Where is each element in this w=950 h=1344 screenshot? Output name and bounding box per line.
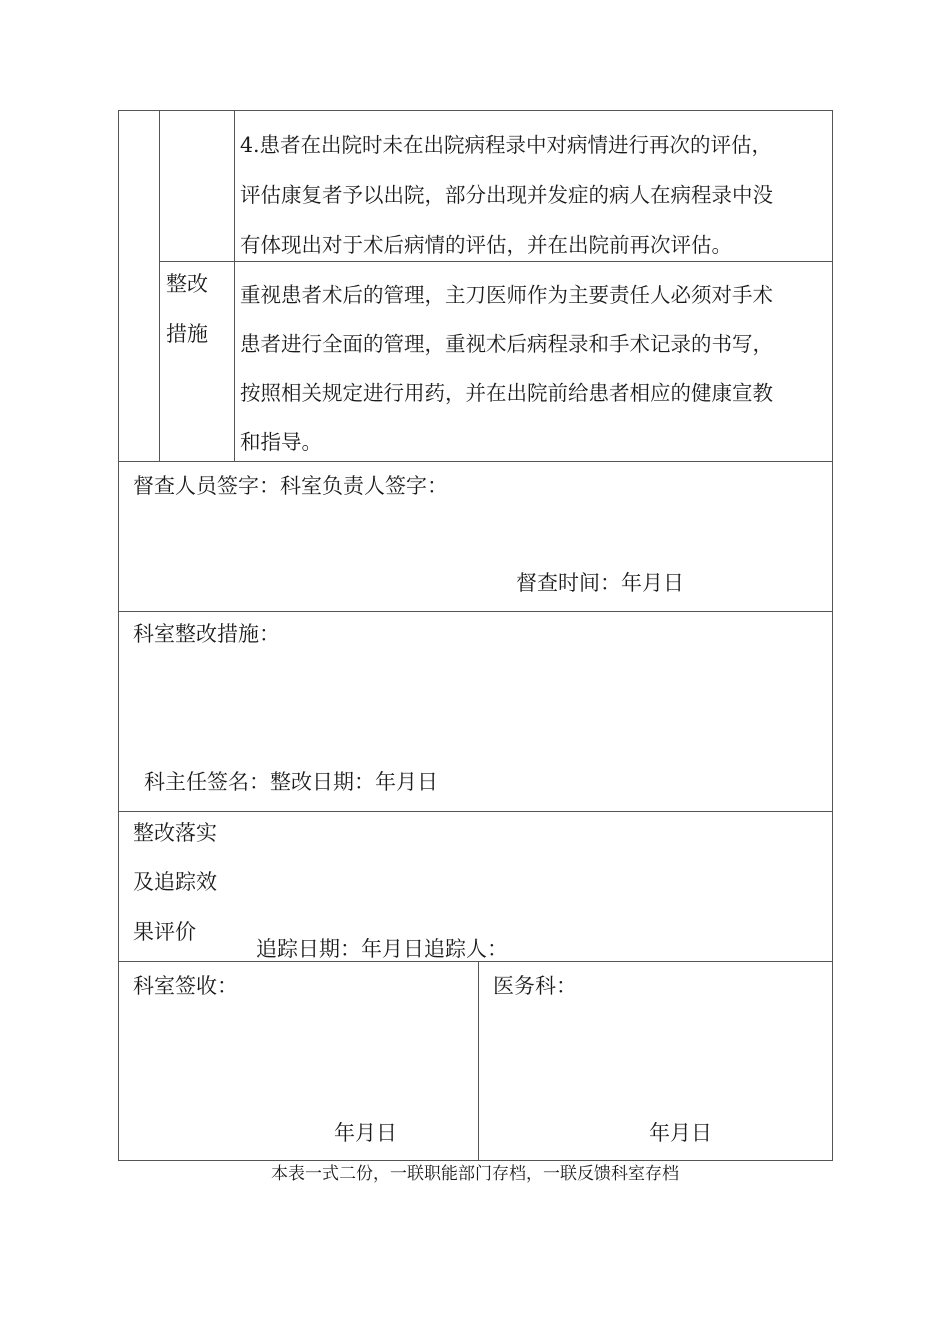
followup-date-tracker: 追踪日期：年月日追踪人： [256,937,508,961]
dept-measures-label: 科室整改措施： [133,622,280,646]
measures-line-1: 重视患者术后的管理，主刀医师作为主要责任人必须对手术 [240,283,773,307]
divider-measures-inspection [118,461,833,462]
border-top [118,110,833,111]
problem-line-3: 有体现出对于术后病情的评估，并在出院前再次评估。 [240,233,732,257]
inspection-signatures: 督查人员签字：科室负责人签字： [133,474,448,498]
problem-line-2: 评估康复者予以出院，部分出现并发症的病人在病程录中没 [240,183,773,207]
problem-line-1: 4.患者在出院时未在出院病程录中对病情进行再次的评估， [240,133,773,157]
dept-head-signature: 科主任签名：整改日期：年月日 [144,770,438,794]
column-divider-1 [159,110,160,461]
form-footer-note: 本表一式二份，一联职能部门存档，一联反馈科室存档 [271,1164,679,1184]
divider-dept-followup [118,811,833,812]
measures-label-line-1: 整改 [166,272,208,296]
column-divider-2 [234,110,235,461]
border-right [832,110,833,1161]
dept-receipt-date: 年月日 [334,1121,397,1145]
medical-affairs-label: 医务科： [493,974,577,998]
rectification-form [118,110,833,1161]
measures-line-3: 按照相关规定进行用药，并在出院前给患者相应的健康宣教 [240,381,773,405]
inspection-date: 督查时间：年月日 [516,571,684,595]
measures-line-2: 患者进行全面的管理，重视术后病程录和手术记录的书写， [240,332,773,356]
border-left [118,110,119,1161]
measures-label-line-2: 措施 [166,322,208,346]
followup-label-line-2: 及追踪效 [133,870,217,894]
dept-receipt-label: 科室签收： [133,974,238,998]
followup-label-line-1: 整改落实 [133,821,217,845]
divider-followup-receipt [118,961,833,962]
medical-affairs-date: 年月日 [649,1121,712,1145]
border-bottom [118,1160,833,1161]
divider-problem-measures [159,261,833,262]
receipt-divider [478,961,479,1161]
divider-inspection-dept [118,611,833,612]
measures-line-4: 和指导。 [240,430,322,454]
followup-label-line-3: 果评价 [133,920,196,944]
